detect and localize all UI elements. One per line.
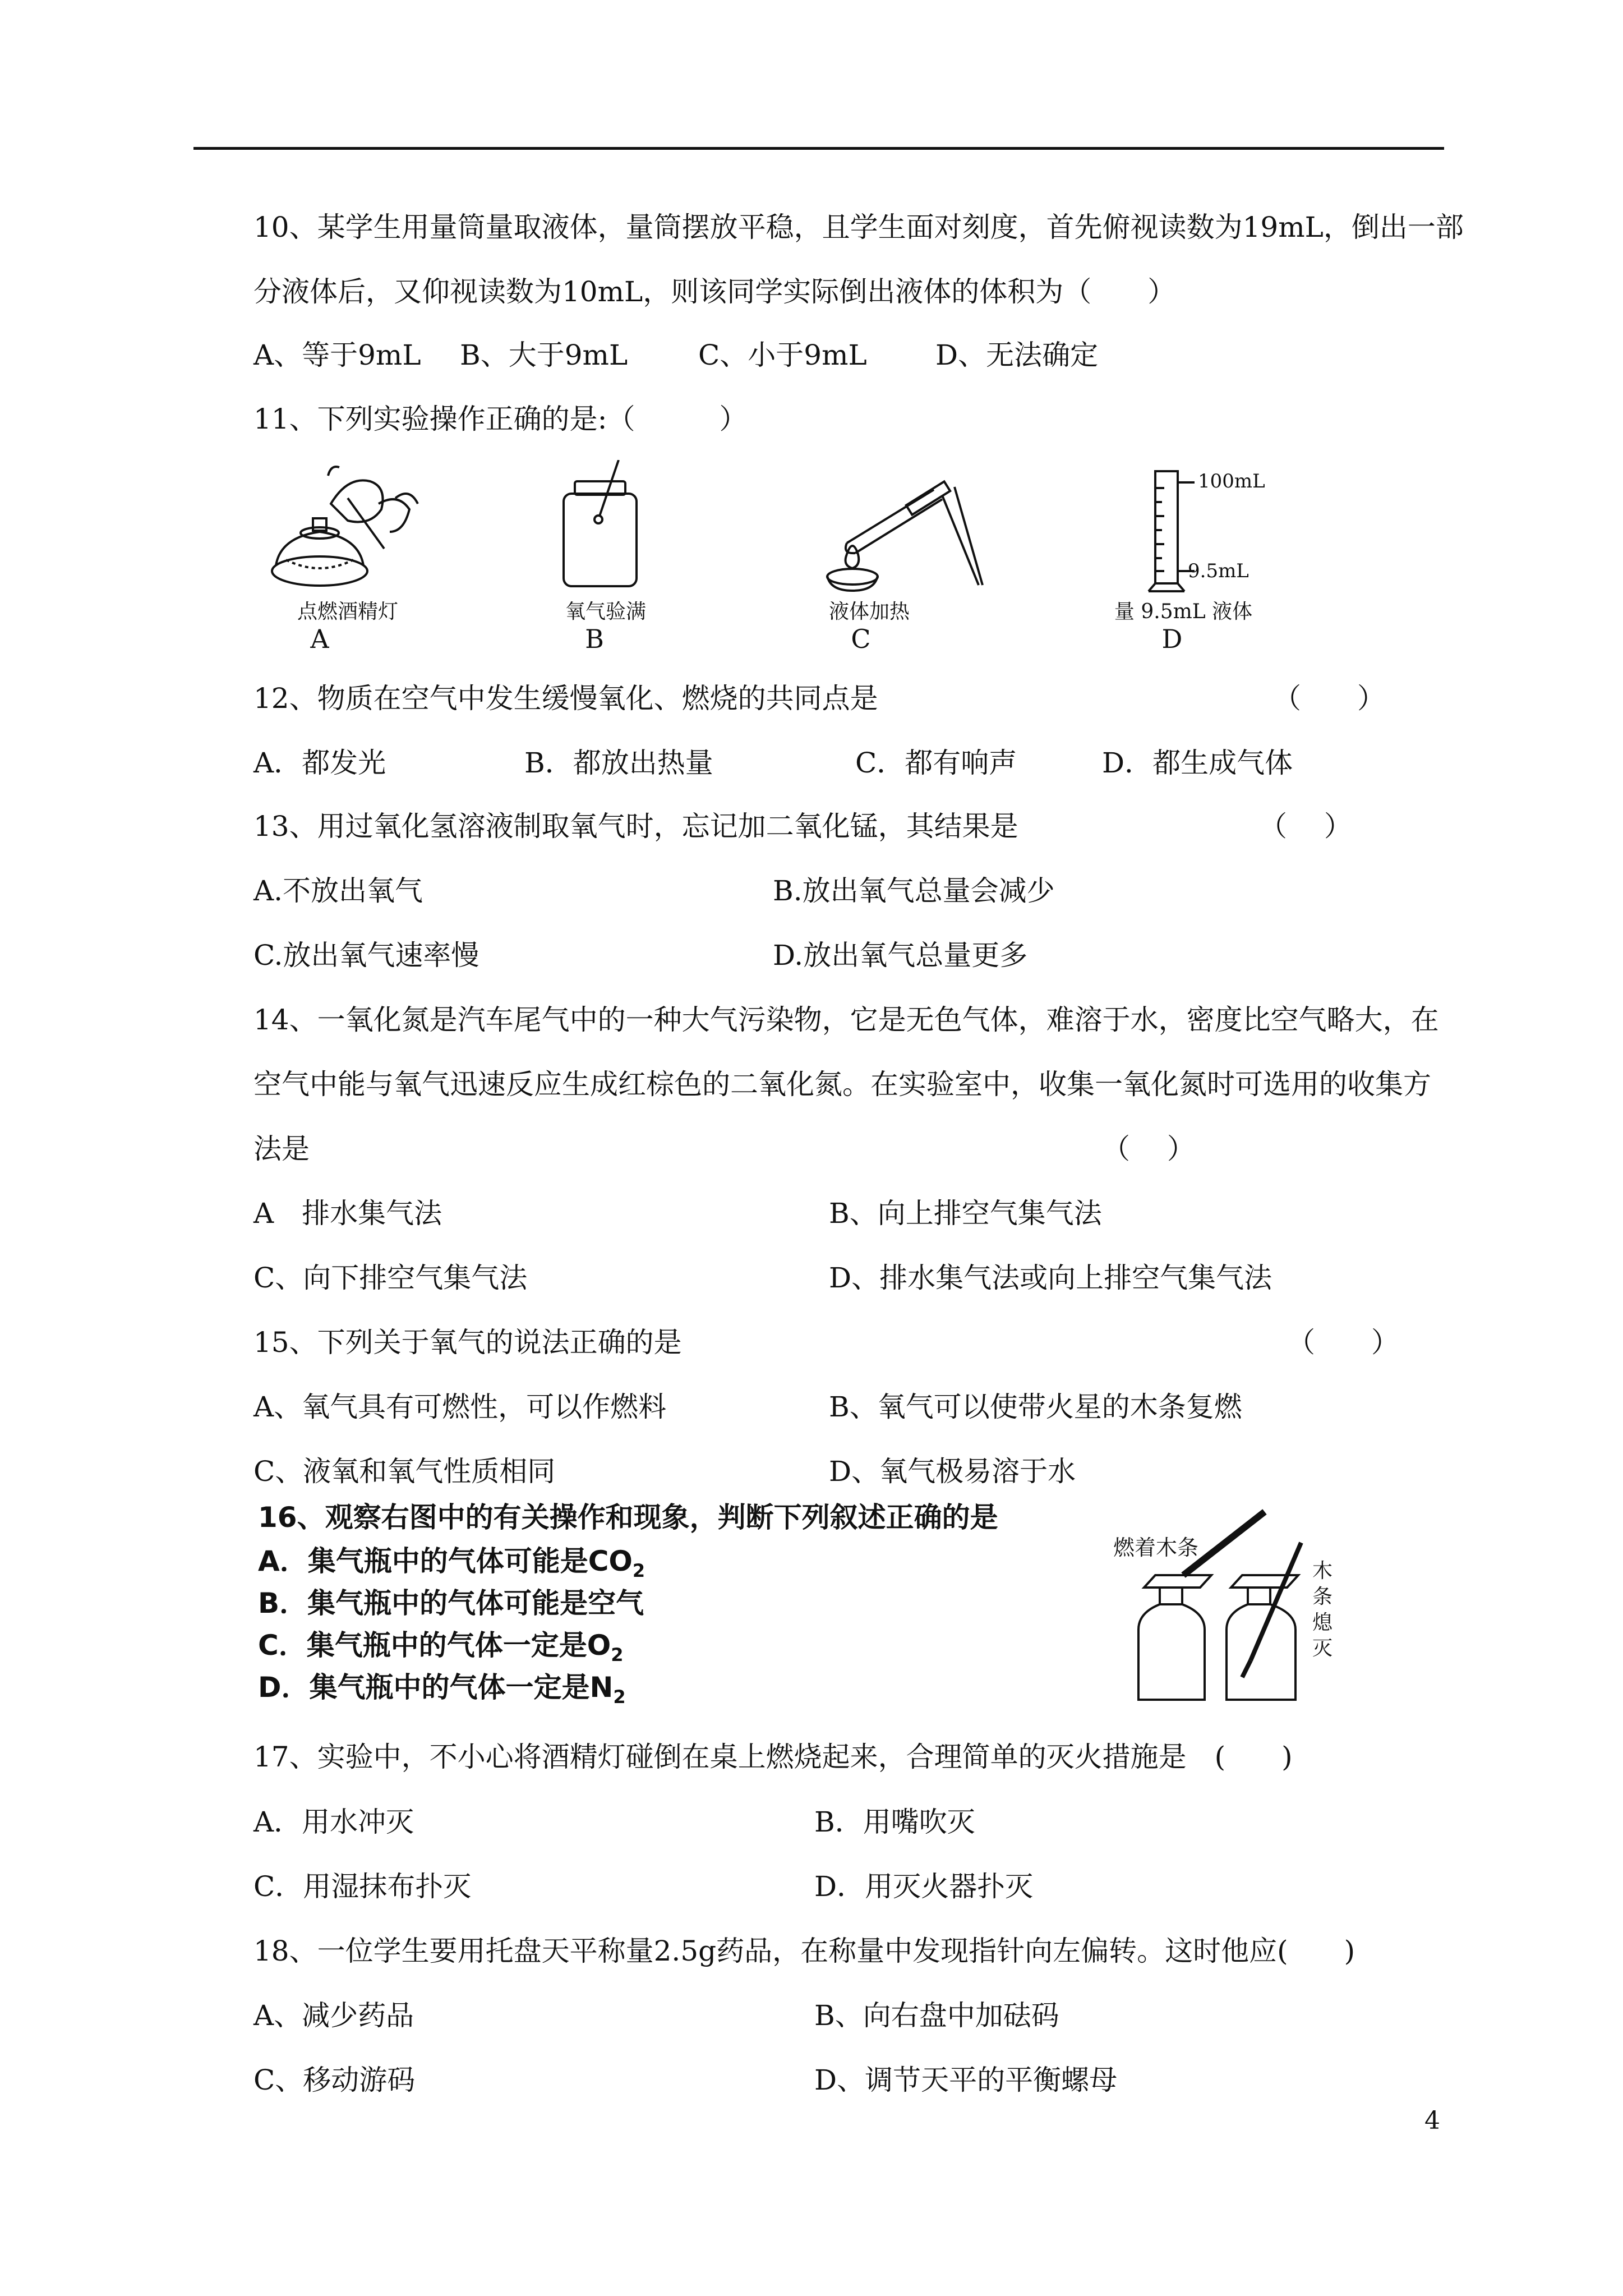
q10-line1: 10、某学生用量筒量取液体，量筒摆放平稳，且学生面对刻度，首先俯视读数为19mL，倒出一部 xyxy=(253,211,1464,243)
q10-option-b: B、大于9mL xyxy=(460,339,628,371)
q11-caption-d: 量 9.5mL 液体 xyxy=(1114,600,1253,623)
q11-letter-d: D xyxy=(1161,624,1183,654)
q12-option-a: A．都发光 xyxy=(253,747,386,779)
q14-option-d: D、排水集气法或向上排空气集气法 xyxy=(829,1262,1272,1294)
q16-figure-label-burning-stick: 燃着木条 xyxy=(1113,1535,1199,1560)
q13-option-a: A.不放出氧气 xyxy=(253,875,423,907)
q11-caption-c: 液体加热 xyxy=(828,600,910,623)
alcohol-lamp-lighting-icon xyxy=(264,464,432,593)
q11-caption-a: 点燃酒精灯 xyxy=(297,600,398,623)
q17-option-d: D．用灭火器扑灭 xyxy=(814,1870,1034,1903)
q13-stem: 13、用过氧化氢溶液制取氧气时，忘记加二氧化锰，其结果是 xyxy=(253,810,1018,843)
q18-option-b: B、向右盘中加砝码 xyxy=(814,1999,1059,2032)
q16-figure-label-extinguished: 木 条 熄 灭 xyxy=(1312,1559,1333,1660)
q16-option-c-subscript: 2 xyxy=(611,1644,624,1665)
q15-stem: 15、下列关于氧气的说法正确的是 xyxy=(253,1326,682,1359)
q12-option-d: D．都生成气体 xyxy=(1102,747,1293,779)
q17-option-b: B．用嘴吹灭 xyxy=(814,1806,975,1838)
q16-option-c: C．集气瓶中的气体一定是$O_2$ xyxy=(258,1629,624,1665)
q12-answer-paren: （ ） xyxy=(1273,682,1385,715)
q17-stem: 17、实验中，不小心将酒精灯碰倒在桌上燃烧起来，合理简单的灭火措施是 ( ) xyxy=(253,1741,1293,1773)
q11-stem: 11、下列实验操作正确的是:（ ） xyxy=(253,403,748,435)
liquid-heating-tube-icon xyxy=(808,464,993,593)
q10-option-d: D、无法确定 xyxy=(935,339,1099,371)
q16-option-d-subscript: 2 xyxy=(613,1686,626,1708)
q10-option-c: C、小于9mL xyxy=(698,339,867,371)
q15-answer-paren: （ ） xyxy=(1287,1326,1399,1359)
q12-stem: 12、物质在空气中发生缓慢氧化、燃烧的共同点是 xyxy=(253,682,878,715)
q14-line1: 14、一氧化氮是汽车尾气中的一种大气污染物，它是无色气体，难溶于水，密度比空气略大，在 xyxy=(253,1004,1439,1036)
q18-stem: 18、一位学生要用托盘天平称量2.5g药品，在称量中发现指针向左偏转。这时他应( ) xyxy=(253,1935,1355,1967)
q14-option-b: B、向上排空气集气法 xyxy=(829,1197,1102,1230)
page-number: 4 xyxy=(1424,2106,1440,2135)
q14-option-a: A 排水集气法 xyxy=(253,1197,442,1230)
gas-bottles-burning-stick-icon xyxy=(1133,1509,1312,1711)
q14-answer-paren: （ ） xyxy=(1102,1133,1195,1165)
q15-option-d: D、氧气极易溶于水 xyxy=(829,1455,1076,1488)
q16-option-d: D．集气瓶中的气体一定是$N_2$ xyxy=(258,1671,626,1708)
q16-stem: 16、观察右图中的有关操作和现象，判断下列叙述正确的是 xyxy=(258,1501,998,1534)
q13-option-d: D.放出氧气总量更多 xyxy=(773,939,1028,972)
header-rule xyxy=(193,147,1444,150)
q15-option-c: C、液氧和氧气性质相同 xyxy=(253,1455,556,1488)
q17-option-c: C．用湿抹布扑灭 xyxy=(253,1870,472,1903)
q11-letter-a: A xyxy=(310,624,329,654)
q13-option-b: B.放出氧气总量会减少 xyxy=(773,875,1055,907)
q18-option-d: D、调节天平的平衡螺母 xyxy=(814,2064,1118,2096)
q15-option-b: B、氧气可以使带火星的木条复燃 xyxy=(829,1391,1242,1423)
q13-answer-paren: （ ） xyxy=(1259,810,1352,843)
q17-option-a: A．用水冲灭 xyxy=(253,1806,414,1838)
q14-option-c: C、向下排空气集气法 xyxy=(253,1262,528,1294)
q11-scale-mark: 9.5mL xyxy=(1188,560,1249,582)
q18-option-a: A、减少药品 xyxy=(253,1999,414,2032)
q16-option-a-subscript: 2 xyxy=(632,1560,645,1581)
q13-option-c: C.放出氧气速率慢 xyxy=(253,939,479,972)
q16-option-b: B．集气瓶中的气体可能是空气 xyxy=(258,1587,644,1619)
q11-letter-b: B xyxy=(585,624,604,654)
q10-line2: 分液体后，又仰视读数为10mL，则该同学实际倒出液体的体积为（ ） xyxy=(253,275,1176,308)
q12-option-b: B．都放出热量 xyxy=(524,747,713,779)
q10-option-a: A、等于9mL xyxy=(253,339,421,371)
q16-option-a: A．集气瓶中的气体可能是$CO_2$ xyxy=(258,1545,645,1581)
q14-line3: 法是 xyxy=(253,1133,310,1165)
q18-option-c: C、移动游码 xyxy=(253,2064,416,2096)
q15-option-a: A、氧气具有可燃性，可以作燃料 xyxy=(253,1391,667,1423)
q11-letter-c: C xyxy=(851,624,871,654)
oxygen-bottle-test-icon xyxy=(552,460,653,589)
q12-option-c: C．都有响声 xyxy=(855,747,1017,779)
q11-scale-top: 100mL xyxy=(1198,470,1265,493)
q14-line2: 空气中能与氧气迅速反应生成红棕色的二氧化氮。在实验室中，收集一氧化氮时可选用的收集方 xyxy=(253,1068,1431,1101)
q11-caption-b: 氧气验满 xyxy=(565,600,646,623)
